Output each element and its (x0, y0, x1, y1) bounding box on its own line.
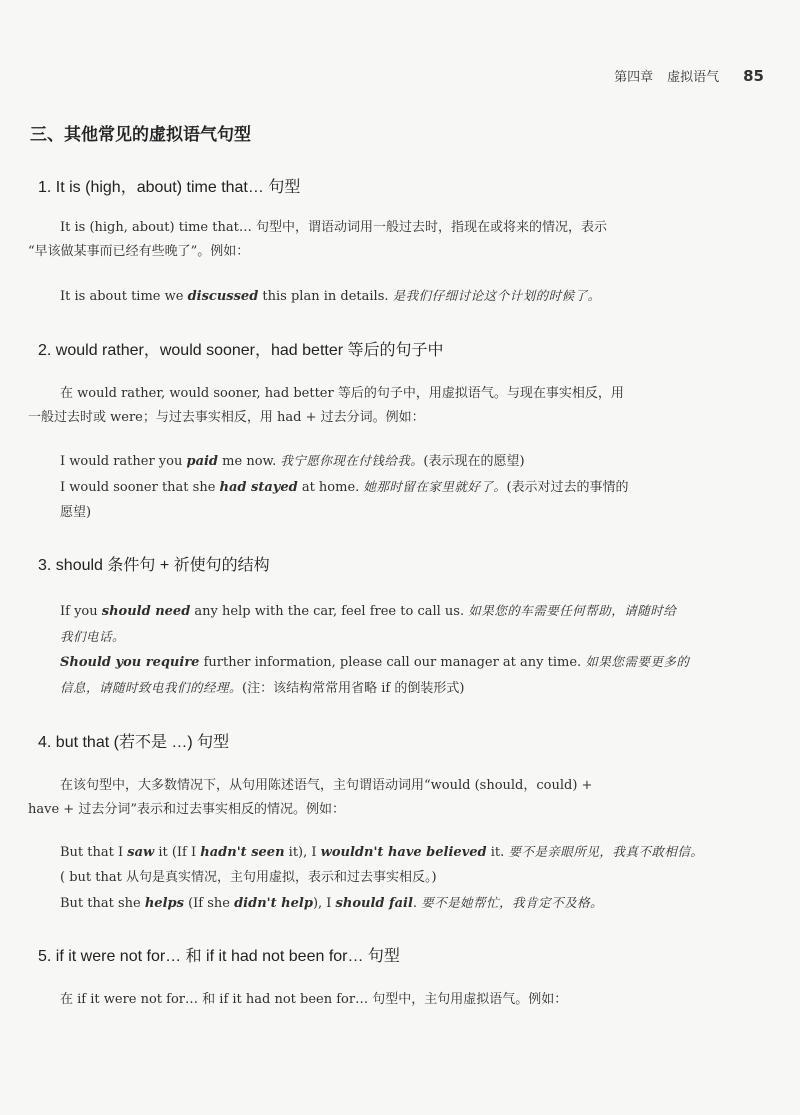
heading-1: 1. It is (high，about) time that… 句型 (38, 179, 301, 196)
chapter-title: 虚拟语气 (667, 70, 720, 85)
examples-3: If you should need any help with the car, feel free to call us. 如果您的车需要任何帮助，请随时给 我们电话。 Should you require further information, please call our manager at any time. 如果您需要更多的 信息，请随时致电我们的经理。(注：该结构常常用省略 if 的倒装形式) (60, 598, 728, 701)
section-title: 三、其他常见的虚拟语气句型 (30, 125, 251, 145)
paragraph-4: 在该句型中，大多数情况下，从句用陈述语气，主句谓语动词用“would (should，could) + have + 过去分词”表示和过去事实相反的情况。例如： (28, 778, 593, 817)
paragraph-5: 在 if it were not for… 和 if it had not been for… 句型中，主句用虚拟语气。例如： (60, 992, 568, 1007)
example-3b: Should you require further information, please call our manager at any time. 如果您需要更多的 (60, 654, 690, 670)
examples-2: I would rather you paid me now. 我宁愿你现在付钱给我。(表示现在的愿望) I would sooner that she had stayed at home. 她那时留在家里就好了。(表示对过去的事情的 愿望) (60, 448, 728, 525)
page-number: 85 (743, 67, 764, 85)
heading-2: 2. would rather，would sooner，had better 等后的句子中 (38, 342, 444, 359)
examples-4 (60, 839, 728, 916)
heading-5: 5. if it were not for… 和 if it had not been for… 句型 (38, 948, 400, 965)
example-2a: I would rather you paid me now. 我宁愿你现在付钱给我。(表示现在的愿望) (60, 453, 525, 469)
example-3a: If you should need any help with the car, feel free to call us. 如果您的车需要任何帮助，请随时给 (60, 603, 677, 619)
paragraph-1: It is (high, about) time that… 句型中，谓语动词用一般过去时，指现在或将来的情况，表示 “早该做某事而已经有些晚了”。例如： (28, 220, 607, 259)
paragraph-2: 在 would rather, would sooner, had better 等后的句子中，用虚拟语气。与现在事实相反，用 一般过去时或 were；与过去事实相反，用 had + 过去分词。例如： (28, 386, 624, 425)
running-header (614, 66, 764, 85)
example-1: It is about time we discussed this plan in details. 是我们仔细讨论这个计划的时候了。 (60, 288, 601, 304)
chapter-label: 第四章 (614, 70, 654, 85)
example-2b: I would sooner that she had stayed at home. 她那时留在家里就好了。(表示对过去的事情的 (60, 479, 629, 495)
heading-4: 4. but that (若不是 …) 句型 (38, 734, 230, 751)
example-4a: But that I saw it (If I hadn't seen it), I wouldn't have believed it. 要不是亲眼所见，我真不敢相信。 (60, 844, 704, 860)
example-4-note: ( but that 从句是真实情况，主句用虚拟，表示和过去事实相反。) (60, 870, 437, 885)
example-4b: But that she helps (If she didn't help), I should fail. 要不是她帮忙，我肯定不及格。 (60, 895, 604, 911)
heading-3: 3. should 条件句 + 祈使句的结构 (38, 557, 270, 574)
